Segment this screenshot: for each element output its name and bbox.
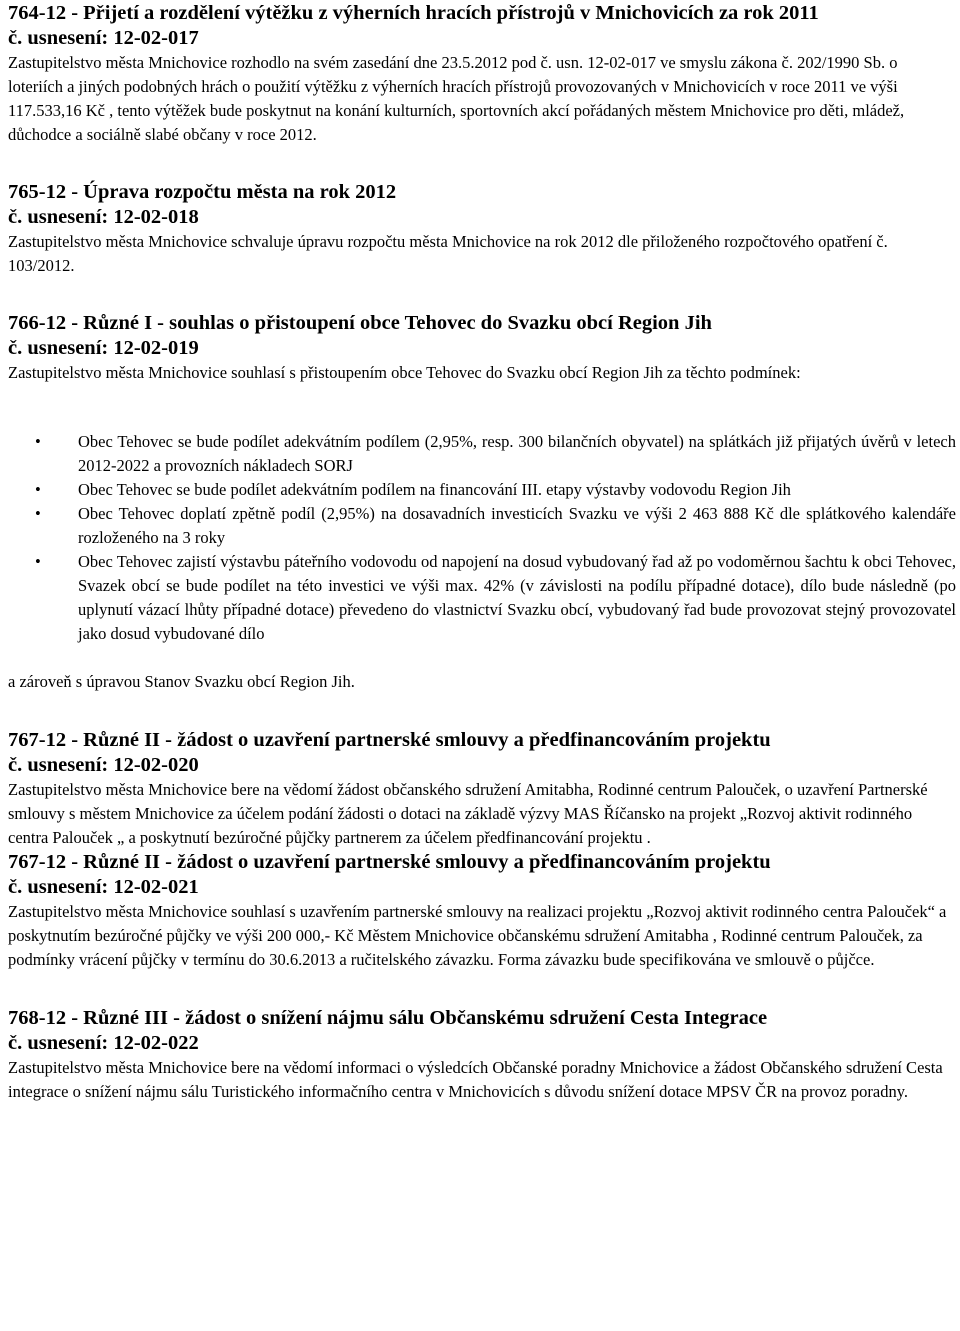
section-closing: a zároveň s úpravou Stanov Svazku obcí Region Jih.: [8, 672, 355, 691]
list-item: • Obec Tehovec doplatí zpětně podíl (2,95%) na dosavadních investicích Svazku ve výši 2 463 888 Kč dle splátkového kalendáře rozloženého na 3 roky: [8, 502, 956, 550]
resolution-number: č. usnesení: 12-02-018: [8, 206, 199, 228]
section-body: Zastupitelstvo města Mnichovice souhlasí s přistoupením obce Tehovec do Svazku obcí Region Jih za těchto podmínek:: [8, 363, 801, 382]
section-body: Zastupitelstvo města Mnichovice bere na vědomí žádost občanského sdružení Amitabha, Rodinné centrum Palouček, o uzavření Partnerské smlouvy s městem Mnichovice za účelem podání žádosti o dotaci na základě výzvy MAS Říčansko na projekt „Rozvoj aktivit rodinného centra Palouček „ a poskytnutí bezúročné půjčky partnerem za účelem předfinancování projektu .: [8, 780, 928, 847]
resolution-number: č. usnesení: 12-02-017: [8, 27, 199, 49]
list-item: • Obec Tehovec zajistí výstavbu páteřního vodovodu od napojení na dosud vybudovaný řad až po vodoměrnou šachtu k obci Tehovec, Svazek obcí se bude podílet na této investici ve výši max. 42% (v závislosti na podílu případné dotace), dílo bude následně (po uplynutí vázací lhůty případné dotace) převedeno do vlastnictví Svazku obcí, vybudovaný řad bude provozovat stejný provozovatel jako dosud vybudované dílo: [8, 550, 956, 646]
resolution-number: č. usnesení: 12-02-022: [8, 1032, 199, 1054]
list-item: • Obec Tehovec se bude podílet adekvátním podílem na financování III. etapy výstavby vodovodu Region Jih: [8, 478, 956, 502]
section-body: Zastupitelstvo města Mnichovice schvaluje úpravu rozpočtu města Mnichovice na rok 2012 dle přiloženého rozpočtového opatření č. 103/2012.: [8, 232, 888, 275]
section-heading: 765-12 - Úprava rozpočtu města na rok 2012: [8, 181, 397, 203]
section-heading: 764-12 - Přijetí a rozdělení výtěžku z výherních hracích přístrojů v Mnichovicích za rok 2011: [8, 2, 819, 24]
spacer: [8, 646, 956, 670]
spacer: [8, 147, 956, 180]
conditions-list: [8, 430, 956, 646]
section-heading: 766-12 - Různé I - souhlas o přistoupení obce Tehovec do Svazku obcí Region Jih: [8, 312, 712, 334]
spacer: [8, 694, 956, 728]
spacer: [8, 972, 956, 1006]
section-body: Zastupitelstvo města Mnichovice souhlasí s uzavřením partnerské smlouvy na realizaci projektu „Rozvoj aktivit rodinného centra Palouček“ a poskytnutím bezúročné půjčky ve výši 200 000,- Kč Městem Mnichovice občanskému sdružení Amitabha , Rodinné centrum Palouček, za podmínky vrácení půjčky v termínu do 30.6.2013 a ručitelského závazku. Forma závazku bude specifikována ve smlouvě o půjčce.: [8, 902, 947, 969]
section-heading: 767-12 - Různé II - žádost o uzavření partnerské smlouvy a předfinancováním projektu: [8, 851, 771, 873]
document-page: [8, 0, 956, 1104]
resolution-number: č. usnesení: 12-02-019: [8, 337, 199, 359]
section-heading: 767-12 - Různé II - žádost o uzavření partnerské smlouvy a předfinancováním projektu: [8, 729, 771, 751]
list-item: • Obec Tehovec se bude podílet adekvátním podílem (2,95%, resp. 300 bilančních obyvatel) na splátkách již přijatých úvěrů v letech 2012-2022 a provozních nákladech SORJ: [8, 430, 956, 478]
spacer: [8, 278, 956, 311]
spacer: [8, 385, 956, 430]
resolution-number: č. usnesení: 12-02-021: [8, 876, 199, 898]
section-heading: 768-12 - Různé III - žádost o snížení nájmu sálu Občanskému sdružení Cesta Integrace: [8, 1007, 768, 1029]
section-body: Zastupitelstvo města Mnichovice bere na vědomí informaci o výsledcích Občanské poradny Mnichovice a žádost Občanského sdružení Cesta integrace o snížení nájmu sálu Turistického informačního centra v Mnichovicích s důvodu snížení dotace MPSV ČR na provoz poradny.: [8, 1058, 943, 1101]
section-body: Zastupitelstvo města Mnichovice rozhodlo na svém zasedání dne 23.5.2012 pod č. usn. 12-02-017 ve smyslu zákona č. 202/1990 Sb. o loteriích a jiných podobných hrách o použití výtěžku z výherních hracích přístrojů provozovaných v Mnichovicích v roce 2011 ve výši 117.533,16 Kč , tento výtěžek bude poskytnut na konání kulturních, sportovních akcí pořádaných městem Mnichovice pro děti, mládež, důchodce a sociálně slabé občany v roce 2012.: [8, 53, 905, 144]
resolution-number: č. usnesení: 12-02-020: [8, 754, 199, 776]
